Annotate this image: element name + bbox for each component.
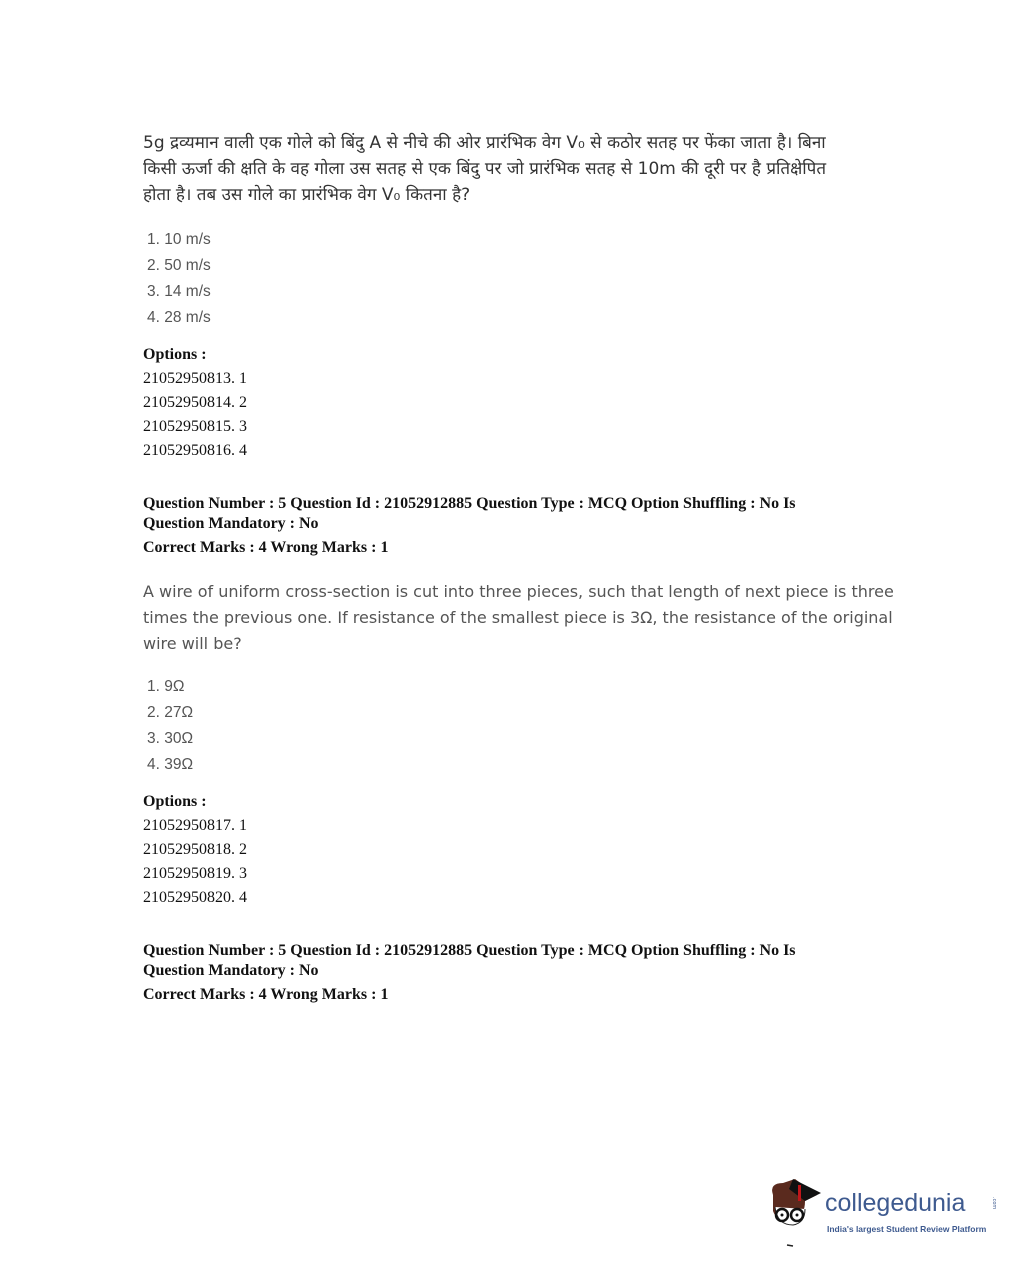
header-line: Question Number : 5 Question Id : 21052912885 Question Type : MCQ Option Shuffling : No Is — [143, 495, 796, 512]
question-4-text — [143, 130, 873, 208]
header-line: Question Mandatory : No — [143, 515, 319, 532]
option-id: 21052950820. 4 — [143, 889, 247, 906]
option-id: 21052950817. 1 — [143, 817, 247, 834]
options-label: Options : — [143, 793, 207, 810]
text-line: 5g द्रव्यमान वाली एक गोले को बिंदु A से नीचे की ओर प्रारंभिक वेग V₀ से कठोर सतह पर फेंका जाता है। बिना — [143, 133, 826, 153]
question-5-choices — [147, 674, 193, 778]
options-label: Options : — [143, 346, 207, 363]
logo-name: collegedunia — [825, 1189, 966, 1217]
header-line: Question Mandatory : No — [143, 962, 319, 979]
choice: 1. 9Ω — [147, 678, 185, 695]
option-id: 21052950814. 2 — [143, 394, 247, 411]
choice: 2. 50 m/s — [147, 257, 211, 274]
option-id: 21052950815. 3 — [143, 418, 247, 435]
option-id: 21052950816. 4 — [143, 442, 247, 459]
logo-tagline: India's largest Student Review Platform — [827, 1224, 987, 1234]
text-line: times the previous one. If resistance of the smallest piece is 3Ω, the resistance of the original — [143, 608, 893, 627]
question-5-options — [143, 790, 247, 910]
choice: 3. 14 m/s — [147, 283, 211, 300]
choice: 3. 30Ω — [147, 730, 194, 747]
choice: 1. 10 m/s — [147, 231, 211, 248]
text-line: wire will be? — [143, 634, 242, 653]
logo-com: .com — [991, 1197, 997, 1210]
text-line: किसी ऊर्जा की क्षति के वह गोला उस सतह से एक बिंदु पर जो प्रारंभिक सतह से 10m की दूरी पर है प्रतिक्षेपित — [143, 159, 827, 179]
question-4-choices — [147, 227, 211, 331]
header-line: Question Number : 5 Question Id : 21052912885 Question Type : MCQ Option Shuffling : No Is — [143, 942, 796, 959]
marks-line: Correct Marks : 4 Wrong Marks : 1 — [143, 986, 389, 1003]
choice: 4. 28 m/s — [147, 309, 211, 326]
choice: 4. 39Ω — [147, 756, 194, 773]
mascot-icon — [765, 1175, 825, 1250]
marks-line: Correct Marks : 4 Wrong Marks : 1 — [143, 539, 389, 556]
question-4-options — [143, 343, 247, 463]
option-id: 21052950818. 2 — [143, 841, 247, 858]
choice: 2. 27Ω — [147, 704, 194, 721]
question-5-text — [143, 579, 894, 657]
collegedunia-logo — [765, 1175, 1015, 1250]
option-id: 21052950813. 1 — [143, 370, 247, 387]
text-line: A wire of uniform cross-section is cut into three pieces, such that length of next piece is three — [143, 582, 894, 601]
question-5-header — [143, 494, 903, 558]
text-line: होता है। तब उस गोले का प्रारंभिक वेग V₀ कितना है? — [143, 185, 471, 205]
question-5b-header — [143, 941, 903, 1005]
option-id: 21052950819. 3 — [143, 865, 247, 882]
